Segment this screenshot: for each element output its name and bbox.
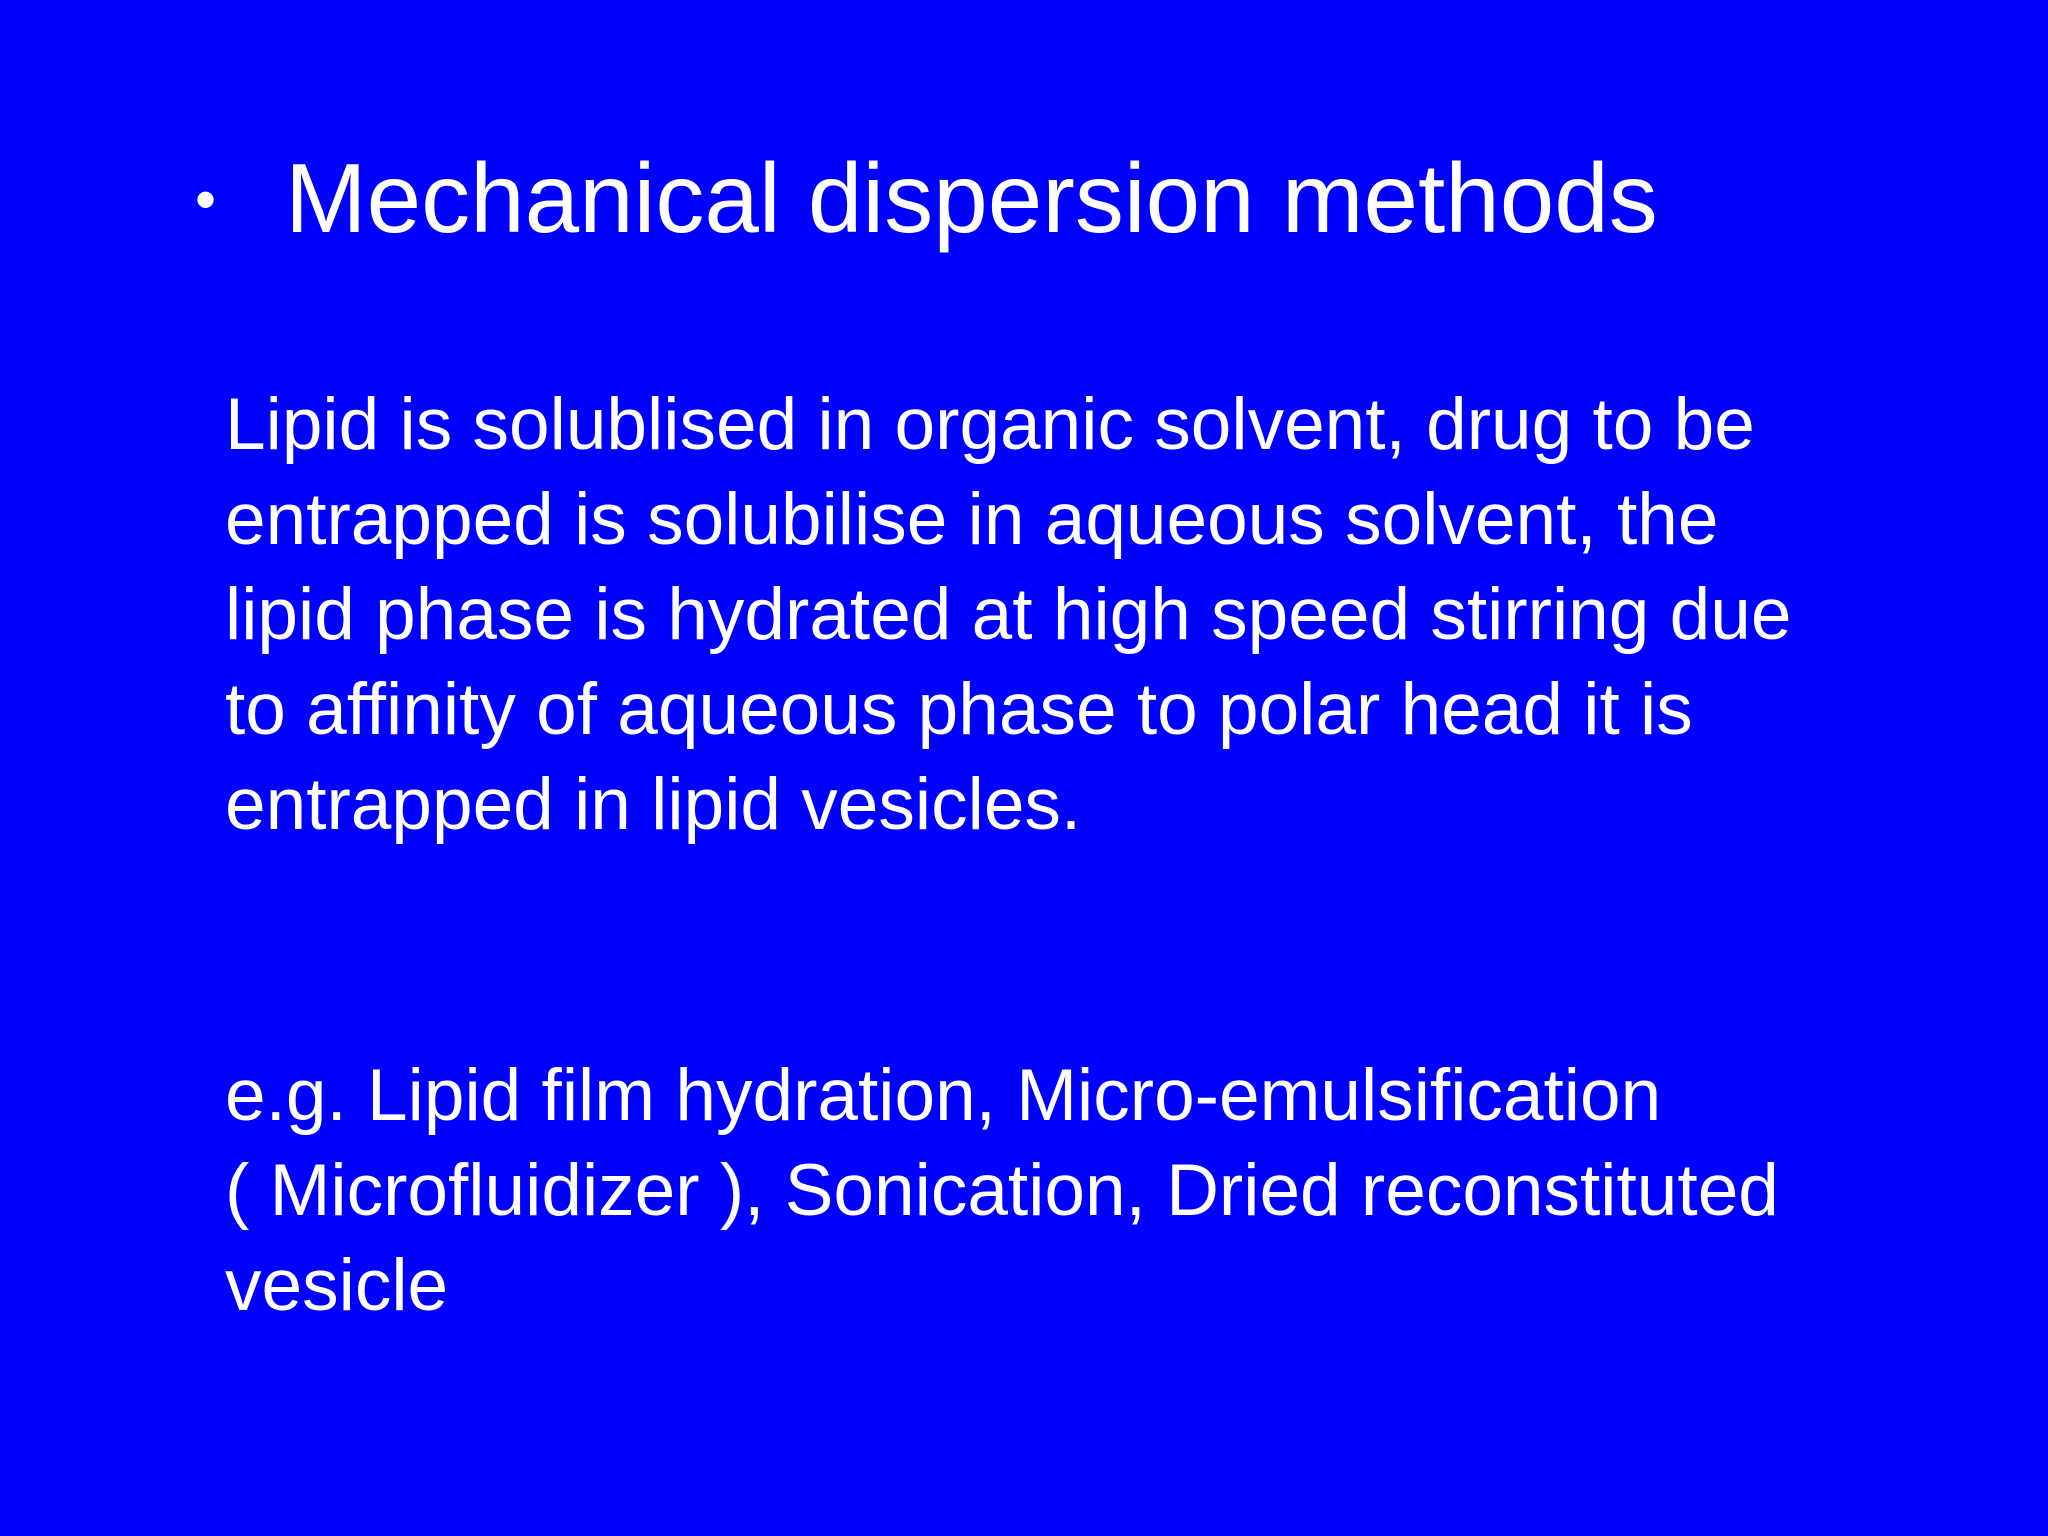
bullet-icon: •	[195, 166, 217, 233]
description-line: Lipid is solublised in organic solvent, drug to be	[225, 384, 1755, 465]
examples-line: vesicle	[225, 1245, 449, 1326]
description-line: to affinity of aqueous phase to polar head it is	[225, 669, 1693, 750]
description-paragraph	[225, 377, 2025, 852]
examples-paragraph	[225, 1048, 2025, 1333]
examples-line: e.g. Lipid film hydration, Micro-emulsification	[225, 1055, 1662, 1136]
heading-text: Mechanical dispersion methods	[285, 143, 1658, 253]
examples-line: ( Microfluidizer ), Sonication, Dried reconstituted	[225, 1150, 1779, 1231]
description-line: lipid phase is hydrated at high speed stirring due	[225, 574, 1792, 655]
slide-heading	[195, 142, 1658, 268]
description-line: entrapped in lipid vesicles.	[225, 764, 1082, 845]
description-line: entrapped is solubilise in aqueous solvent, the	[225, 479, 1719, 560]
